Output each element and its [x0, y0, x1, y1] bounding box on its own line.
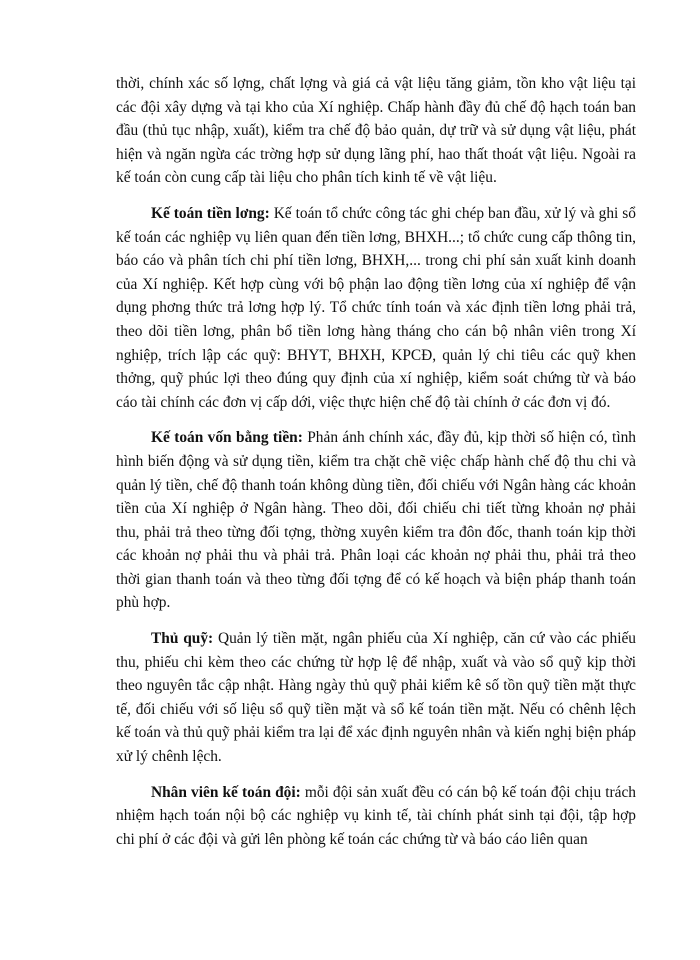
section-heading-cash-accountant: Kế toán vốn bằng tiền:	[151, 429, 303, 447]
section-heading-payroll-accountant: Kế toán tiền lơng:	[151, 204, 270, 222]
paragraph-treasurer	[116, 627, 636, 769]
paragraph-text: Kế toán tổ chức công tác ghi chép ban đầu, xử lý và ghi sổ kế toán các nghiệp vụ liên quan đến tiền lơng, BHXH...; tổ chức cung cấp thông tin, báo cáo và phân tích chi phí tiền lơng, BHXH,... trong chi phí sản xuất kinh doanh của Xí nghiệp. Kết hợp cùng với bộ phận lao động tiền lơng của xí nghiệp để vận dụng phơng thức trả lơng hợp lý. Tổ chức tính toán và xác định tiền lơng phải trả, theo dõi tiền lơng, phân bổ tiền lơng hàng tháng cho cán bộ nhân viên trong Xí nghiệp, trích lập các quỹ: BHYT, BHXH, KPCĐ, quản lý chi tiêu các quỹ khen thởng, quỹ phúc lợi theo đúng quy định của xí nghiệp, kiểm soát chứng từ và báo cáo tài chính các đơn vị cấp dới, việc thực hiện chế độ tài chính ở các đơn vị đó.	[116, 204, 636, 411]
paragraph-text: mỗi đội sản xuất đều có cán bộ kế toán đội chịu trách nhiệm hạch toán nội bộ các nghiệp vụ kinh tế, tài chính phát sinh tại đội, tập hợp chi phí ở các đội và gửi lên phòng kế toán các chứng từ và báo cáo liên quan	[116, 783, 636, 848]
paragraph-material-accounting-continued	[116, 72, 636, 190]
paragraph-team-accountant	[116, 781, 636, 852]
paragraph-text: thời, chính xác số lợng, chất lợng và giá cả vật liệu tăng giảm, tồn kho vật liệu tại các đội xây dựng và tại kho của Xí nghiệp. Chấp hành đầy đủ chế độ hạch toán ban đầu (thủ tục nhập, xuất), kiểm tra chế độ bảo quản, dự trữ và sử dụng vật liệu, phát hiện và ngăn ngừa các trờng hợp sử dụng lãng phí, hao thất thoát vật liệu. Ngoài ra kế toán còn cung cấp tài liệu cho phân tích kinh tế về vật liệu.	[116, 75, 636, 187]
paragraph-payroll-accounting	[116, 202, 636, 414]
paragraph-cash-accounting	[116, 426, 636, 615]
paragraph-text: Phản ánh chính xác, đầy đủ, kịp thời số hiện có, tình hình biến động và sử dụng tiền, kiểm tra chặt chẽ việc chấp hành chế độ thu chi và quản lý tiền, chế độ thanh toán không dùng tiền, đối chiếu với Ngân hàng các khoản tiền của Xí nghiệp ở Ngân hàng. Theo dõi, đối chiếu chi tiết từng khoản nợ phải thu, phải trả theo từng đối tợng, thờng xuyên kiểm tra đôn đốc, thanh toán kịp thời các khoản nợ phải thu và phải trả. Phân loại các khoản nợ phải thu, phải trả theo thời gian thanh toán và theo từng đối tợng để có kế hoạch và biện pháp thanh toán phù hợp.	[116, 429, 636, 612]
document-page	[116, 72, 636, 851]
section-heading-team-accountant: Nhân viên kế toán đội:	[151, 783, 301, 801]
paragraph-text: Quản lý tiền mặt, ngân phiếu của Xí nghiệp, căn cứ vào các phiếu thu, phiếu chi kèm theo các chứng từ hợp lệ để nhập, xuất và vào sổ quỹ kịp thời theo nguyên tắc cập nhật. Hàng ngày thủ quỹ phải kiểm kê số tồn quỹ tiền mặt thực tế, đối chiếu với số liệu sổ quỹ tiền mặt và sổ kế toán tiền mặt. Nếu có chênh lệch kế toán và thủ quỹ phải kiểm tra lại để xác định nguyên nhân và kiến nghị biện pháp xử lý chênh lệch.	[116, 630, 637, 766]
section-heading-treasurer: Thủ quỹ:	[151, 630, 214, 648]
